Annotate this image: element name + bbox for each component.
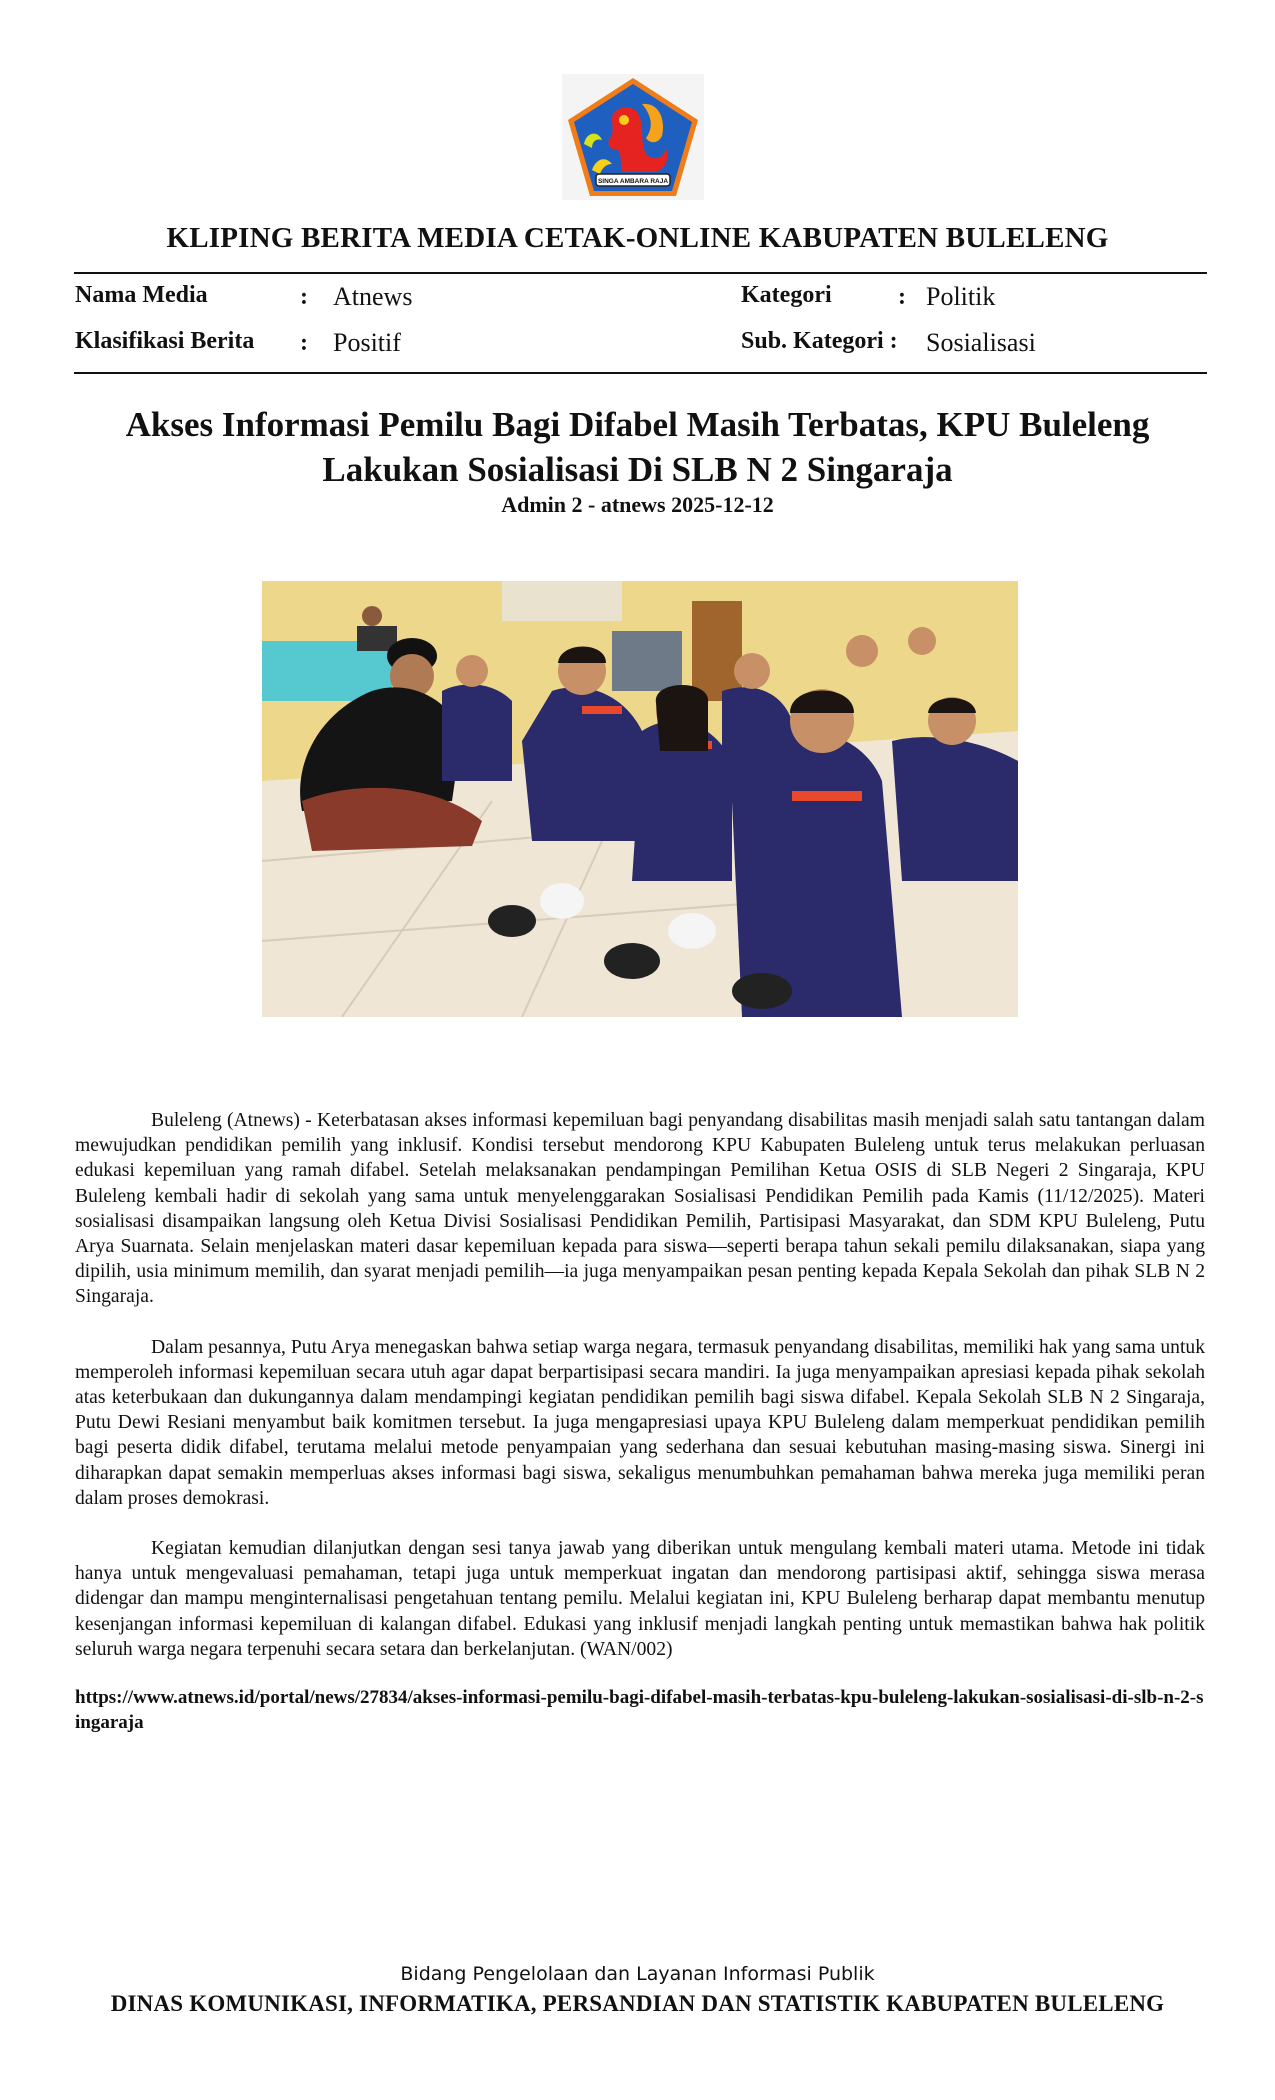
klasifikasi-label: Klasifikasi Berita	[75, 328, 255, 354]
header-divider-top	[74, 272, 1207, 274]
source-url-link[interactable]: https://www.atnews.id/portal/news/27834/akses-informasi-pemilu-bagi-difabel-masih-terbatas-kpu-buleleng-lakukan-sosialisasi-di-slb-n-2-singaraja	[75, 1687, 1204, 1733]
klasifikasi-value: Positif	[333, 328, 401, 357]
article-paragraph-2: Dalam pesannya, Putu Arya menegaskan bahwa setiap warga negara, termasuk penyandang disabilitas, memiliki hak yang sama untuk memperoleh informasi kepemiluan secara utuh agar dapat berpartisipasi secara mandiri. Ia juga menyampaikan apresiasi kepada pihak sekolah atas keterbukaan dan dukungannya dalam mendampingi kegiatan pendidikan pemilih bagi siswa difabel. Kepala Sekolah SLB N 2 Singaraja, Putu Dewi Resiani menyambut baik komitmen tersebut. Ia juga mengapresiasi upaya KPU Buleleng dalam memperkuat pendidikan pemilih bagi peserta didik difabel, terutama melalui metode penyampaian yang sederhana dan sesuai kebutuhan masing-masing siswa. Sinergi ini diharapkan dapat semakin memperluas akses informasi bagi siswa, sekaligus menumbuhkan pemahaman bahwa mereka juga memiliki peran dalam proses demokrasi.	[75, 1336, 1205, 1509]
kliping-title: KLIPING BERITA MEDIA CETAK-ONLINE KABUPATEN BULELENG	[166, 222, 1109, 254]
kategori-value: Politik	[926, 282, 996, 311]
article-title-line-1: Akses Informasi Pemilu Bagi Difabel Masih Terbatas, KPU Buleleng	[125, 405, 1150, 444]
article-photo	[262, 581, 1018, 1017]
nama-media-value: Atnews	[333, 282, 413, 311]
article-paragraph-1: Buleleng (Atnews) - Keterbatasan akses informasi kepemiluan bagi penyandang disabilitas masih menjadi salah satu tantangan dalam mewujudkan pendidikan pemilih yang inklusif. Kondisi tersebut mendorong KPU Kabupaten Buleleng untuk terus melakukan perluasan edukasi kepemiluan yang ramah difabel. Setelah melaksanakan pendampingan Pemilihan Ketua OSIS di SLB Negeri 2 Singaraja, KPU Buleleng kembali hadir di sekolah yang sama untuk menyelenggarakan Sosialisasi Pendidikan Pemilih pada Kamis (11/12/2025). Materi sosialisasi disampaikan langsung oleh Ketua Divisi Sosialisasi Pendidikan Pemilih, Partisipasi Masyarakat, dan SDM KPU Buleleng, Putu Arya Suarnata. Selain menjelaskan materi dasar kepemiluan kepada para siswa—seperti berapa tahun sekali pemilu dilaksanakan, siapa yang dipilih, usia minimum memilih, dan syarat menjadi pemilih—ia juga menyampaikan pesan penting kepada Kepala Sekolah dan pihak SLB N 2 Singaraja.	[75, 1110, 1205, 1308]
footer-department: Bidang Pengelolaan dan Layanan Informasi Publik	[400, 1963, 875, 1985]
regency-logo	[562, 74, 704, 200]
singa-ambara-raja-emblem-icon	[562, 74, 704, 200]
header-divider-bottom	[74, 372, 1207, 374]
logo-motto: SINGA AMBARA RAJA	[597, 178, 669, 185]
article-body	[75, 1108, 1205, 1687]
sub-kategori-label: Sub. Kategori :	[741, 328, 898, 354]
article-title-line-2: Lakukan Sosialisasi Di SLB N 2 Singaraja	[322, 450, 953, 489]
article-title	[60, 402, 1215, 492]
footer-agency: DINAS KOMUNIKASI, INFORMATIKA, PERSANDIAN DAN STATISTIK KABUPATEN BULELENG	[110, 1991, 1165, 2016]
article-byline: Admin 2 - atnews 2025-12-12	[501, 492, 774, 517]
nama-media-colon: :	[300, 284, 308, 310]
article-photo-illustration	[262, 581, 1018, 1017]
article-paragraph-3: Kegiatan kemudian dilanjutkan dengan sesi tanya jawab yang diberikan untuk mengulang kembali materi utama. Metode ini tidak hanya untuk mengevaluasi pemahaman, tetapi juga untuk memperkuat ingatan dan mendorong partisipasi aktif, sehingga siswa merasa didengar dan mampu menginternalisasi pengetahuan tentang pemilu. Melalui kegiatan ini, KPU Buleleng berharap dapat membantu menutup kesenjangan informasi kepemiluan di kalangan difabel. Edukasi yang inklusif menjadi langkah penting untuk memastikan bahwa hak politik seluruh warga negara terpenuhi secara setara dan berkelanjutan. (WAN/002)	[75, 1538, 1205, 1660]
kategori-label: Kategori	[741, 282, 832, 308]
nama-media-label: Nama Media	[75, 282, 208, 308]
klasifikasi-colon: :	[300, 330, 308, 356]
kategori-colon: :	[898, 284, 906, 310]
sub-kategori-value: Sosialisasi	[926, 328, 1036, 357]
